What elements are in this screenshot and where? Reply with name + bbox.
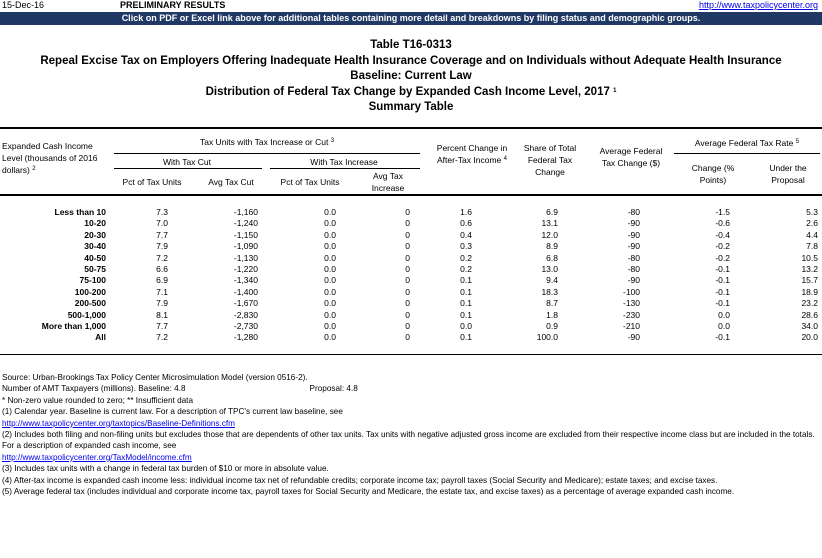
table-id: Table T16-0313 <box>370 39 452 51</box>
income-link[interactable]: http://www.taxpolicycenter.org/TaxModel/income.cfm <box>2 452 192 462</box>
table-cell: 2.6 <box>806 218 818 229</box>
table-cell: -90 <box>627 218 640 229</box>
table-cell: -1,400 <box>233 286 258 297</box>
table-cell: 13.2 <box>801 264 818 275</box>
table-cell: -1,240 <box>233 218 258 229</box>
note-4: (4) After-tax income is expanded cash income less: individual income tax net of refundable credits; corporate income tax; payroll taxes (Social Security and Medicare); estate taxes; and excise taxes. <box>2 475 718 485</box>
table-cell: 7.8 <box>806 241 818 252</box>
table-cell: -1.5 <box>715 207 730 217</box>
baseline-link[interactable]: http://www.taxpolicycenter.org/taxtopics/Baseline-Definitions.cfm <box>2 418 235 428</box>
table-cell: 0.0 <box>460 321 472 332</box>
tax-increase-underline <box>270 168 420 169</box>
table-cell: 0.1 <box>460 309 472 320</box>
row-label: 50-75 <box>84 264 106 275</box>
table-cell: -130 <box>622 298 640 309</box>
row-label: More than 1,000 <box>41 321 106 332</box>
table-cell: 0.6 <box>460 218 472 229</box>
report-date: 15-Dec-16 <box>2 0 45 10</box>
table-titles <box>0 38 822 116</box>
table-cell: 7.2 <box>156 252 168 263</box>
note-1: (1) Calendar year. Baseline is current law. For a description of TPC's current law baseline, see <box>2 407 343 417</box>
source-note: Source: Urban-Brookings Tax Policy Center Microsimulation Model (version 0516-2). <box>2 373 308 382</box>
table-cell: -80 <box>627 264 640 275</box>
row-label: 10-20 <box>84 218 106 229</box>
table-cell: 13.1 <box>541 218 558 229</box>
table-cell: -0.1 <box>715 275 730 286</box>
table-cell: 0.1 <box>460 332 472 343</box>
table-cell: 6.9 <box>546 207 558 217</box>
table-row <box>0 332 822 343</box>
table-cell: 0.0 <box>324 241 336 252</box>
table-cell: -0.4 <box>715 229 730 240</box>
footnotes <box>2 372 820 497</box>
note-5: (5) Average federal tax (includes individual and corporate income tax, payroll taxes for Social Security and Medicare, the estate tax, and excise taxes) as a percentage of average expanded cash income. <box>2 487 735 497</box>
table-row <box>0 218 822 229</box>
row-label: 40-50 <box>84 252 106 263</box>
table-cell: 0 <box>405 207 410 217</box>
table-row <box>0 253 822 264</box>
table-cell: 0 <box>405 275 410 286</box>
with-tax-cut-header: With Tax Cut <box>162 157 212 167</box>
row-label: Less than 10 <box>54 207 106 217</box>
tax-units-underline <box>114 153 420 154</box>
table-cell: 0 <box>405 321 410 332</box>
table-cell: 0.0 <box>324 321 336 332</box>
table-cell: 4.4 <box>806 229 818 240</box>
note-3: (3) Includes tax units with a change in federal tax burden of $10 or more in absolute value. <box>2 464 329 474</box>
table-cell: 7.2 <box>156 332 168 343</box>
table-cell: -1,670 <box>233 298 258 309</box>
table-row <box>0 321 822 332</box>
avg-rate-group-header: Average Federal Tax Rate $^5$ <box>694 138 800 148</box>
table-cell: 28.6 <box>801 309 818 320</box>
status-label: PRELIMINARY RESULTS <box>120 0 226 10</box>
table-cell: 0 <box>405 298 410 309</box>
table-cell: -80 <box>627 207 640 217</box>
table-cell: -2,830 <box>233 309 258 320</box>
table-cell: 10.5 <box>801 252 818 263</box>
table-cell: 8.1 <box>156 309 168 320</box>
table-cell: 0 <box>405 229 410 240</box>
table-cell: 18.3 <box>541 286 558 297</box>
row-label: 75-100 <box>79 275 106 286</box>
table-cell: -1,090 <box>233 241 258 252</box>
table-cell: 8.9 <box>546 241 558 252</box>
table-cell: -0.1 <box>715 298 730 309</box>
pct-change-header: Percent Change in After-Tax Income $^4$ <box>436 143 508 165</box>
table-cell: 5.3 <box>806 207 818 217</box>
table-cell: 0.2 <box>460 252 472 263</box>
avg-increase-header: Avg Tax Increase <box>371 171 405 193</box>
table-cell: -90 <box>627 275 640 286</box>
table-cell: -1,340 <box>233 275 258 286</box>
legend-note: * Non-zero value rounded to zero; ** Insufficient data <box>2 395 194 405</box>
avg-change-header: Average Federal Tax Change ($) <box>599 146 663 168</box>
table-row <box>0 275 822 286</box>
table-cell: 1.8 <box>546 309 558 320</box>
table-cell: 7.9 <box>156 241 168 252</box>
table-cell: 12.0 <box>541 229 558 240</box>
table-cell: 34.0 <box>801 321 818 332</box>
table-cell: 0.3 <box>460 241 472 252</box>
table-cell: 7.1 <box>156 286 168 297</box>
table-cell: 23.2 <box>801 298 818 309</box>
table-cell: 100.0 <box>536 332 558 343</box>
bottom-rule <box>0 354 822 355</box>
row-label: 30-40 <box>84 241 106 252</box>
table-cell: 0.0 <box>718 321 730 332</box>
table-cell: -1,160 <box>233 207 258 217</box>
table-cell: 0.2 <box>460 264 472 275</box>
table-cell: 0.0 <box>324 332 336 343</box>
distribution-title: Distribution of Federal Tax Change by Expanded Cash Income Level, 2017 $^1$ <box>205 85 617 98</box>
site-link[interactable]: http://www.taxpolicycenter.org <box>698 0 818 10</box>
table-row <box>0 287 822 298</box>
table-cell: -0.1 <box>715 264 730 275</box>
table-cell: 6.6 <box>156 264 168 275</box>
table-row <box>0 298 822 309</box>
table-cell: 9.4 <box>546 275 558 286</box>
table-cell: 20.0 <box>801 332 818 343</box>
tax-units-group-header: Tax Units with Tax Increase or Cut $^3$ <box>199 137 335 147</box>
row-label: 500-1,000 <box>67 309 106 320</box>
table-cell: 0 <box>405 309 410 320</box>
table-cell: 7.3 <box>156 207 168 217</box>
table-cell: 7.7 <box>156 229 168 240</box>
top-bar <box>0 0 822 11</box>
table-cell: -0.2 <box>715 241 730 252</box>
table-cell: 0.0 <box>324 309 336 320</box>
table-cell: 0.4 <box>460 229 472 240</box>
share-change-header: Share of Total Federal Tax Change <box>523 143 577 177</box>
table-cell: 0.1 <box>460 286 472 297</box>
table-row <box>0 264 822 275</box>
info-banner: Click on PDF or Excel link above for additional tables containing more detail and breakdowns by filing status and demographic groups. <box>0 12 822 25</box>
top-rule <box>0 127 822 129</box>
table-cell: 0.0 <box>324 286 336 297</box>
table-cell: 0.0 <box>324 229 336 240</box>
pct-units-cut-header: Pct of Tax Units <box>122 177 182 187</box>
table-cell: 0.0 <box>324 218 336 229</box>
table-cell: 8.7 <box>546 298 558 309</box>
table-cell: 0 <box>405 332 410 343</box>
table-title: Repeal Excise Tax on Employers Offering Inadequate Health Insurance Coverage and on Individuals without Adequate Health Insurance <box>40 54 782 67</box>
table-cell: 0 <box>405 286 410 297</box>
table-cell: 13.0 <box>541 264 558 275</box>
table-cell: -90 <box>627 241 640 252</box>
income-level-header: Expanded Cash Income Level (thousands of 2016 dollars) $^2$ <box>2 141 98 175</box>
rate-change-header: Change (% Points) <box>691 163 735 185</box>
table-cell: -1,280 <box>233 332 258 343</box>
table-cell: -1,150 <box>233 229 258 240</box>
avg-cut-header: Avg Tax Cut <box>208 177 254 187</box>
table-cell: 0.1 <box>460 298 472 309</box>
table-cell: 0.0 <box>324 207 336 217</box>
table-cell: 0 <box>405 218 410 229</box>
table-cell: 7.9 <box>156 298 168 309</box>
table-cell: -90 <box>627 332 640 343</box>
with-tax-increase-header: With Tax Increase <box>310 157 378 167</box>
row-label: All <box>95 332 106 343</box>
table-cell: 1.6 <box>460 207 472 217</box>
table-row <box>0 207 822 218</box>
header-rule <box>0 194 822 196</box>
table-cell: 7.7 <box>156 321 168 332</box>
table-row <box>0 241 822 252</box>
table-cell: 0 <box>405 264 410 275</box>
pct-units-increase-header: Pct of Tax Units <box>280 177 340 187</box>
table-cell: -0.1 <box>715 332 730 343</box>
table-cell: 7.0 <box>156 218 168 229</box>
table-cell: 0.0 <box>324 275 336 286</box>
table-cell: -100 <box>622 286 640 297</box>
amt-note: Number of AMT Taxpayers (millions). Baseline: 4.8 Proposal: 4.8 <box>2 384 358 394</box>
table-cell: -230 <box>622 309 640 320</box>
table-cell: 0.0 <box>324 252 336 263</box>
table-cell: 18.9 <box>801 286 818 297</box>
table-cell: -210 <box>622 321 640 332</box>
note-2: (2) Includes both filing and non-filing units but excludes those that are dependents of other tax units. Tax units with negative adjusted gross income are excluded from their respective income class but are included in the totals. For a description of expanded cash income, see <box>2 430 815 451</box>
data-table <box>0 207 822 344</box>
table-cell: -1,130 <box>233 252 258 263</box>
baseline-label: Baseline: Current Law <box>350 70 472 82</box>
table-row <box>0 310 822 321</box>
avg-rate-underline <box>674 153 820 154</box>
table-cell: 6.8 <box>546 252 558 263</box>
table-cell: 0.0 <box>718 309 730 320</box>
table-cell: 0.0 <box>324 298 336 309</box>
table-cell: -90 <box>627 229 640 240</box>
table-cell: 0 <box>405 241 410 252</box>
table-cell: -0.2 <box>715 252 730 263</box>
summary-label: Summary Table <box>368 101 454 113</box>
table-row <box>0 230 822 241</box>
rate-proposal-header: Under the Proposal <box>769 163 807 185</box>
table-cell: 15.7 <box>801 275 818 286</box>
table-cell: 6.9 <box>156 275 168 286</box>
row-label: 20-30 <box>84 229 106 240</box>
table-cell: 0.9 <box>546 321 558 332</box>
table-cell: 0 <box>405 252 410 263</box>
tax-cut-underline <box>114 168 262 169</box>
table-cell: -80 <box>627 252 640 263</box>
table-cell: -0.6 <box>715 218 730 229</box>
table-cell: 0.1 <box>460 275 472 286</box>
table-cell: 0.0 <box>324 264 336 275</box>
table-cell: -2,730 <box>233 321 258 332</box>
row-label: 200-500 <box>74 298 106 309</box>
table-cell: -1,220 <box>233 264 258 275</box>
row-label: 100-200 <box>74 286 106 297</box>
table-cell: -0.1 <box>715 286 730 297</box>
